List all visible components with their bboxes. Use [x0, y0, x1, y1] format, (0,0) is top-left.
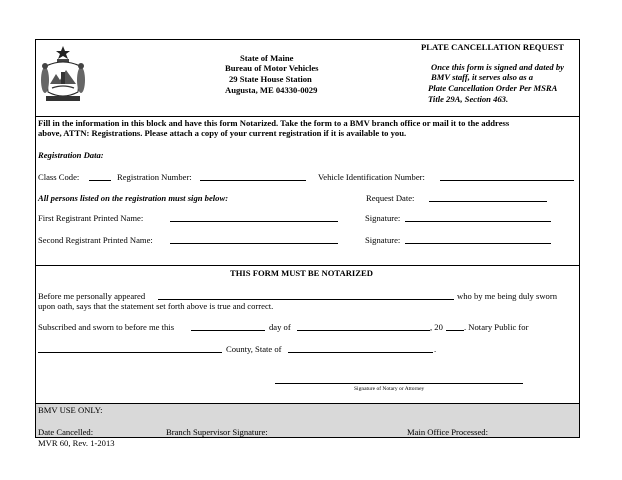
date-cancelled-label: Date Cancelled:: [38, 427, 94, 437]
header-divider: [35, 116, 580, 117]
county-state-label: County, State of: [226, 344, 282, 354]
notary-public-for-label: . Notary Public for: [464, 322, 529, 332]
first-signature-label: Signature:: [365, 213, 401, 223]
second-registrant-field[interactable]: [170, 235, 338, 244]
bmv-use-only-heading: BMV USE ONLY:: [38, 405, 103, 415]
first-registrant-label: First Registrant Printed Name:: [38, 213, 144, 223]
appeared-name-field[interactable]: [158, 291, 454, 300]
form-number: MVR 60, Rev. 1-2013: [38, 438, 115, 448]
oath-statement: upon oath, says that the statement set forth above is true and correct.: [38, 301, 274, 311]
instructions-line-2: above, ATTN: Registrations. Please attach a copy of your current registration if it is available to you.: [38, 128, 407, 138]
agency-line-city: Augusta, ME 04330-0029: [225, 85, 318, 95]
state-field[interactable]: [288, 344, 433, 353]
month-field[interactable]: [297, 322, 430, 331]
second-registrant-label: Second Registrant Printed Name:: [38, 235, 153, 245]
form-title: PLATE CANCELLATION REQUEST: [421, 42, 564, 52]
note-line-1: Once this form is signed and dated by: [431, 62, 564, 72]
note-line-4: Title 29A, Section 463.: [428, 94, 509, 104]
first-registrant-field[interactable]: [170, 213, 338, 222]
year-field[interactable]: [446, 322, 464, 331]
note-line-2: BMV staff, it serves also as a: [431, 72, 534, 82]
instructions-line-1: Fill in the information in this block and have this form Notarized. Take the form to a BMV branch office or mail it to the address: [38, 118, 510, 128]
maine-state-seal-icon: [40, 44, 86, 104]
agency-line-bureau: Bureau of Motor Vehicles: [225, 63, 319, 73]
request-date-label: Request Date:: [366, 193, 415, 203]
class-code-field[interactable]: [89, 172, 111, 181]
sworn-label: who by me being duly sworn: [457, 291, 558, 301]
registration-number-label: Registration Number:: [117, 172, 192, 182]
bmv-use-only-section: [36, 403, 579, 437]
year-prefix: , 20: [430, 322, 443, 332]
notary-signature-line[interactable]: [275, 383, 523, 384]
agency-line-street: 29 State House Station: [229, 74, 312, 84]
vin-label: Vehicle Identification Number:: [318, 172, 425, 182]
county-state-end: .: [434, 344, 437, 354]
note-line-3: Plate Cancellation Order Per MSRA: [428, 83, 558, 93]
second-signature-label: Signature:: [365, 235, 401, 245]
second-signature-field[interactable]: [405, 235, 551, 244]
day-of-label: day of: [269, 322, 291, 332]
agency-line-state: State of Maine: [240, 53, 294, 63]
notary-heading: THIS FORM MUST BE NOTARIZED: [230, 268, 373, 278]
request-date-field[interactable]: [429, 193, 547, 202]
notary-divider: [35, 265, 580, 266]
class-code-label: Class Code:: [38, 172, 80, 182]
vin-field[interactable]: [440, 172, 574, 181]
subscribed-label: Subscribed and sworn to before me this: [38, 322, 175, 332]
main-office-label: Main Office Processed:: [407, 427, 488, 437]
registration-number-field[interactable]: [200, 172, 306, 181]
sign-note: All persons listed on the registration must sign below:: [38, 193, 229, 203]
county-field[interactable]: [38, 344, 222, 353]
first-signature-field[interactable]: [405, 213, 551, 222]
day-field[interactable]: [191, 322, 265, 331]
branch-supervisor-label: Branch Supervisor Signature:: [166, 427, 268, 437]
notary-signature-caption: Signature of Notary or Attorney: [354, 386, 425, 392]
appeared-label: Before me personally appeared: [38, 291, 146, 301]
bmv-divider: [35, 403, 580, 404]
registration-data-label: Registration Data:: [38, 150, 104, 160]
